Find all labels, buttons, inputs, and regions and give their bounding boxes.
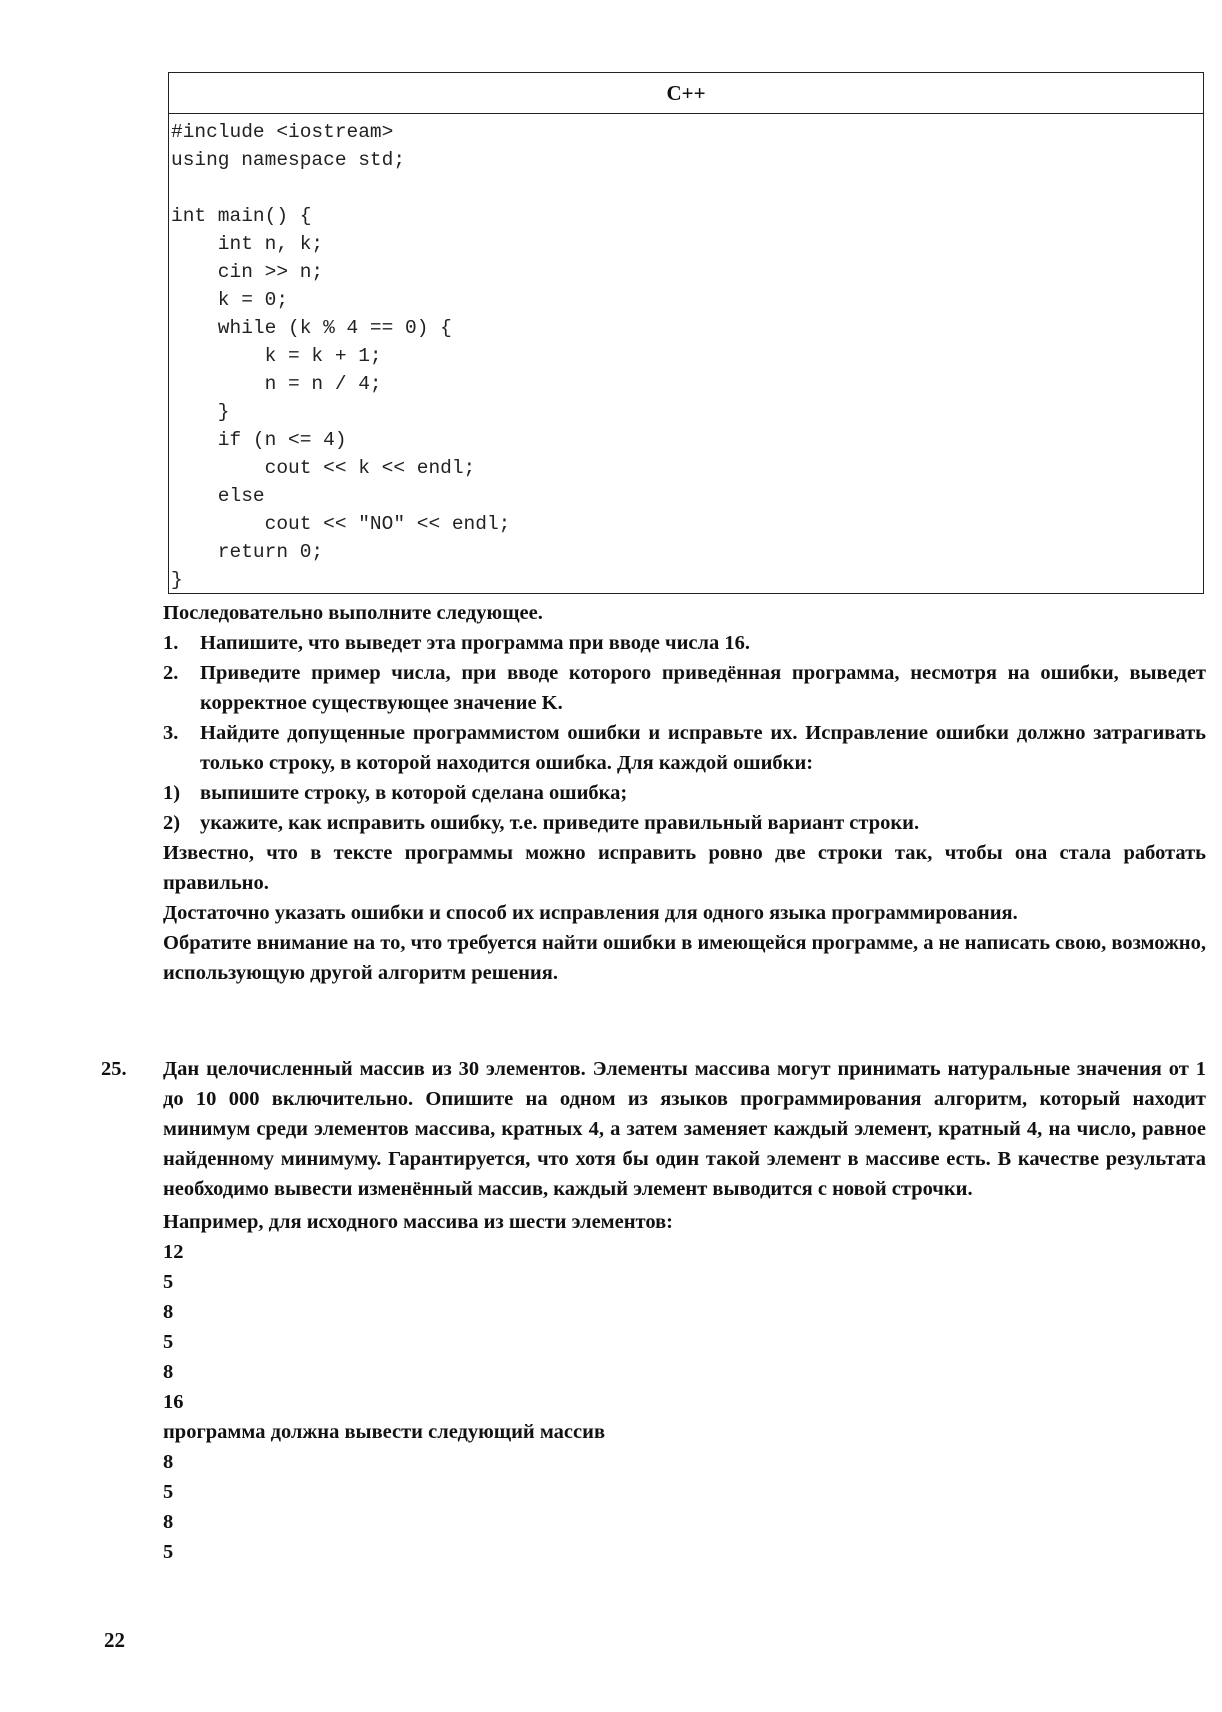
task24-para: Обратите внимание на то, что требуется найти ошибки в имеющейся программе, а не написать свою, возможно, использующую другой алгоритм решения. [163, 932, 1206, 984]
task25-input-values [163, 1237, 1206, 1417]
task24-item: 3. Найдите допущенные программистом ошибки и исправьте их. Исправление ошибки должно затрагивать только строку, в которой находится ошибка. Для каждой ошибки: [163, 722, 1206, 774]
code-line: using namespace std; [171, 149, 406, 171]
task25-example-intro: Например, для исходного массива из шести элементов: [163, 1211, 673, 1233]
code-line: while (k % 4 == 0) { [171, 317, 452, 339]
code-line: int main() { [171, 205, 312, 227]
code-line: else [171, 485, 265, 507]
task24-subitem: 1) выпишите строку, в которой сделана ошибка; [163, 782, 628, 804]
code-body [169, 114, 1203, 594]
code-line: cout << "NO" << endl; [171, 513, 511, 535]
code-line: int n, k; [171, 233, 324, 255]
task25-output-values [163, 1447, 1206, 1567]
output-value: 8 [163, 1451, 174, 1473]
task25-statement: Дан целочисленный массив из 30 элементов. Элементы массива могут принимать натуральные значения от 1 до 10 000 включительно. Опишите на одном из языков программирования алгоритм, который находит минимум среди элементов массива, кратных 4, а затем заменяет каждый элемент, кратный 4, на число, равное найденному минимуму. Гарантируется, что хотя бы один такой элемент в массиве есть. В качестве результата необходимо вывести изменённый массив, каждый элемент выводится с новой строчки. [163, 1058, 1206, 1200]
output-value: 5 [163, 1541, 174, 1563]
task24-item: 1. Напишите, что выведет эта программа при вводе числа 16. [163, 632, 750, 654]
input-value: 12 [163, 1241, 184, 1263]
output-value: 5 [163, 1481, 174, 1503]
code-line: n = n / 4; [171, 373, 382, 395]
task24-subitem: 2) укажите, как исправить ошибку, т.е. приведите правильный вариант строки. [163, 812, 920, 834]
input-value: 8 [163, 1301, 174, 1323]
input-value: 8 [163, 1361, 174, 1383]
input-value: 5 [163, 1331, 174, 1353]
task25-text [163, 1054, 1206, 1567]
code-line: } [171, 569, 183, 591]
task25-number: 25. [101, 1058, 127, 1080]
code-listing [168, 72, 1204, 594]
code-line: } [171, 401, 230, 423]
task24-para: Достаточно указать ошибки и способ их исправления для одного языка программирования. [163, 902, 1018, 924]
code-language-header: C++ [169, 73, 1203, 114]
task24-item: 2. Приведите пример числа, при вводе которого приведённая программа, несмотря на ошибки, выведет корректное существующее значение K. [163, 662, 1206, 714]
code-line: cin >> n; [171, 261, 324, 283]
output-value: 8 [163, 1511, 174, 1533]
code-line: return 0; [171, 541, 324, 563]
task24-para: Известно, что в тексте программы можно исправить ровно две строки так, чтобы она стала работать правильно. [163, 842, 1206, 894]
input-value: 5 [163, 1271, 174, 1293]
task24-intro: Последовательно выполните следующее. [163, 602, 543, 624]
code-line: k = k + 1; [171, 345, 382, 367]
code-line: #include <iostream> [171, 121, 394, 143]
code-line: if (n <= 4) [171, 429, 347, 451]
code-line: k = 0; [171, 289, 289, 311]
input-value: 16 [163, 1391, 184, 1413]
page-number: 22 [104, 1628, 125, 1652]
code-line: cout << k << endl; [171, 457, 476, 479]
task24-text [163, 598, 1206, 988]
task25-output-intro: программа должна вывести следующий массив [163, 1421, 606, 1443]
